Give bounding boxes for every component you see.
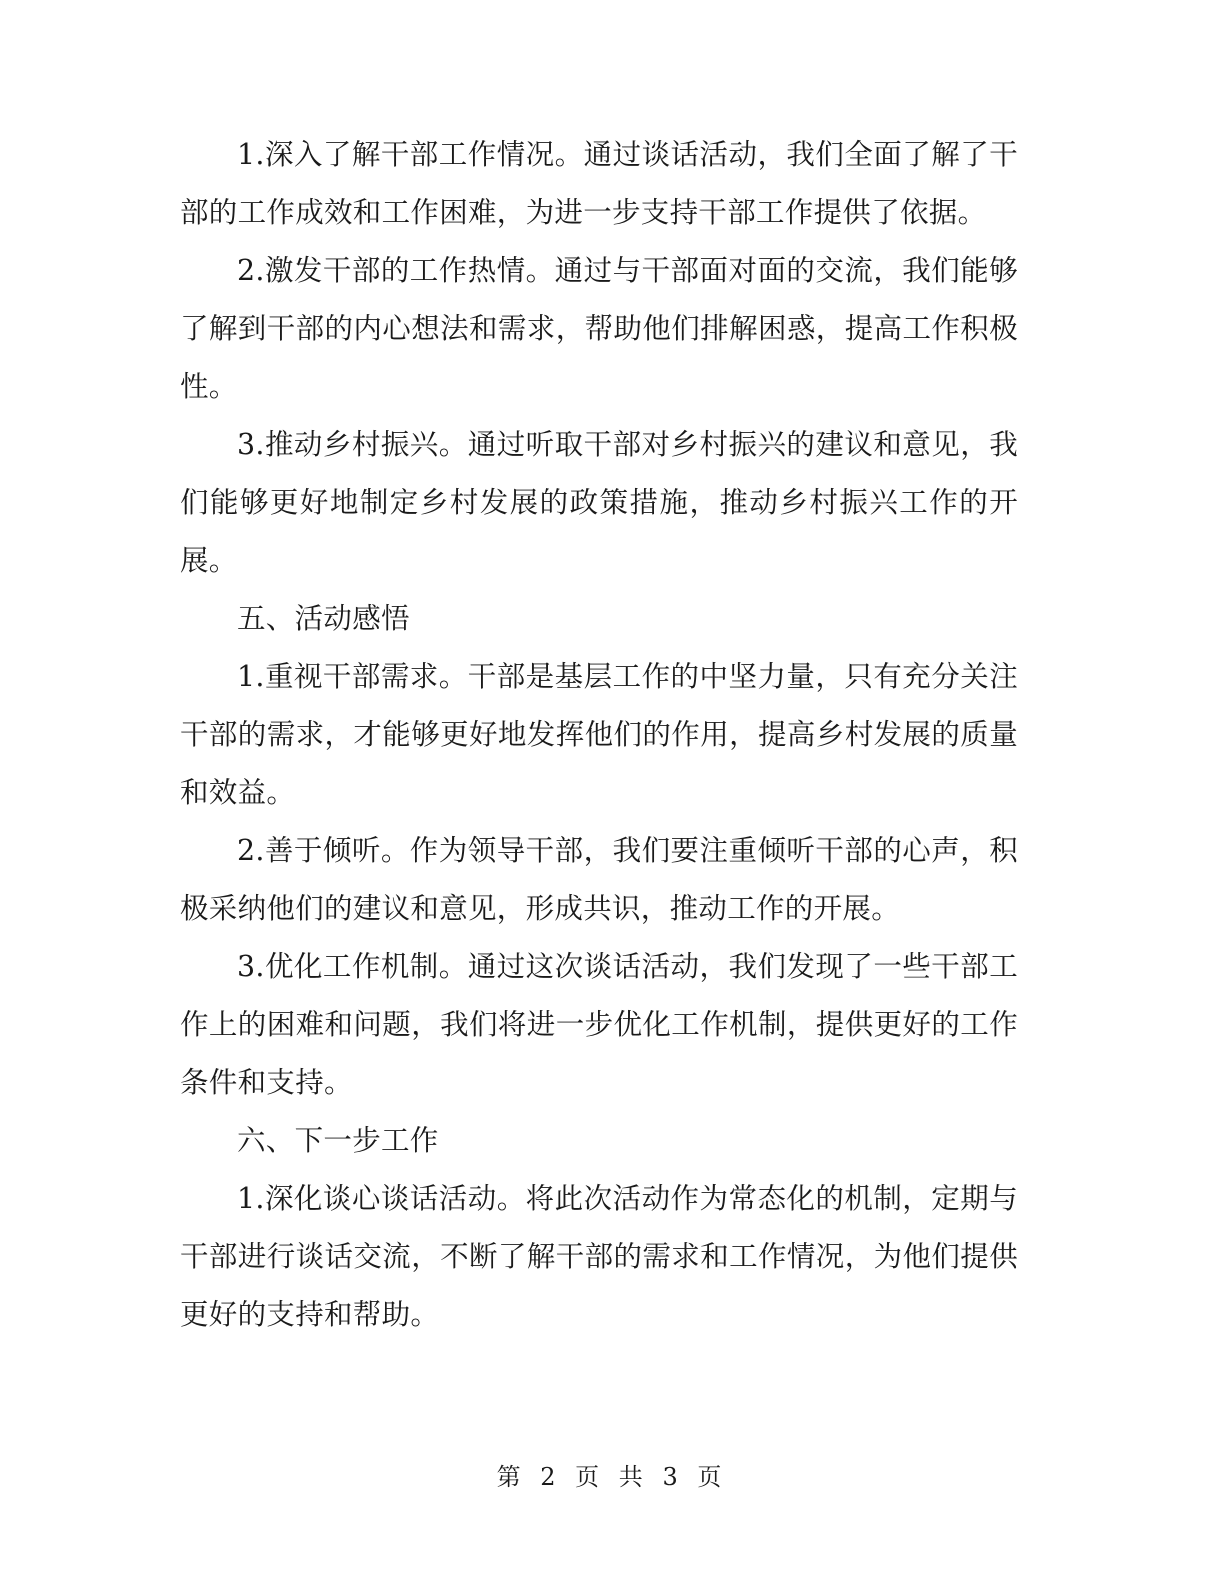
paragraph-5: 2.善于倾听。作为领导干部，我们要注重倾听干部的心声，积极采纳他们的建议和意见，形成共识，推动工作的开展。	[180, 834, 1018, 925]
paragraph-3: 3.推动乡村振兴。通过听取干部对乡村振兴的建议和意见，我们能够更好地制定乡村发展的政策措施，推动乡村振兴工作的开展。	[180, 428, 1018, 577]
paragraph-2: 2.激发干部的工作热情。通过与干部面对面的交流，我们能够了解到干部的内心想法和需求，帮助他们排解困惑，提高工作积极性。	[180, 254, 1018, 403]
page-number-footer: 第 2 页 共 3 页	[496, 1463, 728, 1491]
paragraph-4: 1.重视干部需求。干部是基层工作的中坚力量，只有充分关注干部的需求，才能够更好地发挥他们的作用，提高乡村发展的质量和效益。	[180, 660, 1018, 809]
paragraph-6: 3.优化工作机制。通过这次谈话活动，我们发现了一些干部工作上的困难和问题，我们将进一步优化工作机制，提供更好的工作条件和支持。	[180, 950, 1018, 1099]
section-heading-5: 五、活动感悟	[237, 602, 410, 635]
body-text	[180, 126, 1018, 1344]
section-heading-6: 六、下一步工作	[237, 1124, 439, 1157]
paragraph-7: 1.深化谈心谈话活动。将此次活动作为常态化的机制，定期与干部进行谈话交流，不断了解干部的需求和工作情况，为他们提供更好的支持和帮助。	[180, 1182, 1018, 1331]
paragraph-1: 1.深入了解干部工作情况。通过谈话活动，我们全面了解了干部的工作成效和工作困难，为进一步支持干部工作提供了依据。	[180, 138, 1018, 229]
